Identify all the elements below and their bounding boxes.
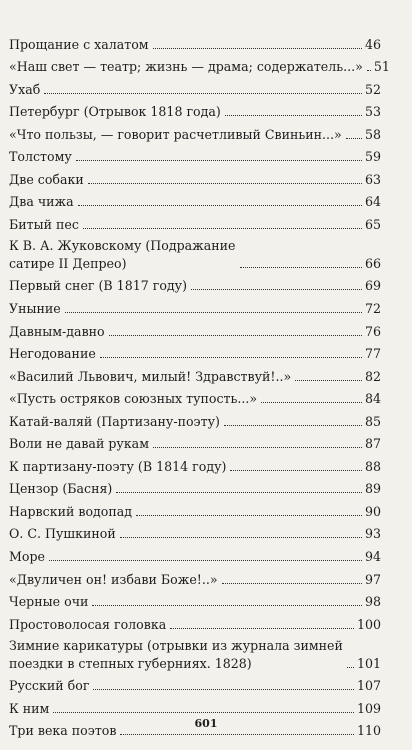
toc-entry bbox=[9, 340, 381, 363]
toc-entry-page-number: 98 bbox=[364, 594, 381, 610]
dot-leader bbox=[170, 628, 354, 629]
dot-leader bbox=[120, 537, 362, 538]
toc-entry-page-number: 85 bbox=[364, 413, 381, 429]
toc-entry bbox=[9, 452, 381, 475]
toc-entry-title: Два чижа bbox=[9, 194, 74, 210]
toc-entry-page-number: 110 bbox=[356, 723, 381, 739]
toc-entry-title: Русский бог bbox=[9, 678, 90, 694]
toc-entry-page-number: 87 bbox=[364, 436, 381, 452]
dot-leader bbox=[76, 160, 362, 161]
toc-entry bbox=[9, 565, 381, 588]
toc-entry-page-number: 46 bbox=[364, 36, 381, 52]
toc-entry bbox=[9, 362, 381, 385]
toc-entry-title: Черные очи bbox=[9, 594, 89, 610]
toc-entry-title: Две собаки bbox=[9, 171, 84, 187]
toc-entry-page-number: 59 bbox=[364, 149, 381, 165]
dot-leader bbox=[116, 492, 362, 493]
toc-entry-title: Битый пес bbox=[9, 216, 79, 232]
dot-leader bbox=[44, 93, 362, 94]
toc-entry bbox=[9, 188, 381, 211]
toc-entry-page-number: 76 bbox=[364, 323, 381, 339]
toc-entry-title bbox=[9, 637, 343, 672]
toc-entry-title: «Что пользы, — говорит расчетливый Свиньин...» bbox=[9, 126, 342, 142]
toc-entry-title bbox=[9, 237, 236, 272]
toc-entry bbox=[9, 542, 381, 565]
toc-entry-page-number: 66 bbox=[364, 255, 381, 271]
toc-entry bbox=[9, 210, 381, 233]
table-of-contents bbox=[9, 30, 390, 739]
toc-entry-title: Море bbox=[9, 549, 45, 565]
dot-leader bbox=[100, 357, 362, 358]
toc-entry-page-number: 94 bbox=[364, 549, 381, 565]
toc-entry-title-line: Зимние карикатуры (отрывки из журнала зимней bbox=[9, 638, 343, 654]
dot-leader bbox=[346, 138, 362, 139]
dot-leader bbox=[347, 667, 354, 668]
toc-entry-page-number: 97 bbox=[364, 571, 381, 587]
toc-entry bbox=[9, 430, 381, 453]
toc-entry-page-number: 58 bbox=[364, 126, 381, 142]
toc-entry-page-number: 90 bbox=[364, 503, 381, 519]
dot-leader bbox=[261, 402, 362, 403]
dot-leader bbox=[191, 289, 362, 290]
toc-entry-page-number: 100 bbox=[356, 616, 381, 632]
toc-entry bbox=[9, 610, 381, 633]
dot-leader bbox=[49, 560, 362, 561]
toc-entry-title-line: поездки в степных губерниях. 1828) bbox=[9, 655, 252, 671]
toc-entry-title: «Василий Львович, милый! Здравствуй!..» bbox=[9, 368, 292, 384]
toc-entry-title: Простоволосая головка bbox=[9, 616, 167, 632]
toc-entry bbox=[9, 520, 381, 543]
page-number: 601 bbox=[194, 717, 218, 730]
toc-entry-page-number: 65 bbox=[364, 216, 381, 232]
toc-entry-page-number: 72 bbox=[364, 301, 381, 317]
toc-entry-title-line: сатире II Депрео) bbox=[9, 255, 127, 271]
dot-leader bbox=[240, 267, 362, 268]
dot-leader bbox=[224, 425, 362, 426]
toc-entry-title: Первый снег (В 1817 году) bbox=[9, 278, 187, 294]
toc-entry-title: «Двуличен он! избави Боже!..» bbox=[9, 571, 218, 587]
toc-entry bbox=[9, 588, 381, 611]
toc-entry bbox=[9, 165, 381, 188]
toc-entry-title: Прощание с халатом bbox=[9, 36, 149, 52]
toc-entry-page-number: 51 bbox=[373, 59, 390, 75]
toc-entry-title: Три века поэтов bbox=[9, 723, 117, 739]
toc-entry bbox=[9, 30, 381, 53]
toc-entry bbox=[9, 53, 390, 76]
toc-entry-title: Уныние bbox=[9, 301, 61, 317]
dot-leader bbox=[93, 689, 354, 690]
dot-leader bbox=[225, 115, 362, 116]
toc-entry bbox=[9, 633, 381, 672]
dot-leader bbox=[230, 470, 362, 471]
dot-leader bbox=[153, 48, 362, 49]
toc-entry-title: О. С. Пушкиной bbox=[9, 526, 116, 542]
toc-entry-page-number: 82 bbox=[364, 368, 381, 384]
toc-entry-title: «Пусть остряков союзных тупость...» bbox=[9, 391, 258, 407]
toc-entry bbox=[9, 672, 381, 695]
toc-entry bbox=[9, 317, 381, 340]
toc-entry bbox=[9, 497, 381, 520]
dot-leader bbox=[65, 312, 362, 313]
toc-entry bbox=[9, 75, 381, 98]
toc-entry-page-number: 53 bbox=[364, 104, 381, 120]
toc-entry-page-number: 101 bbox=[356, 655, 381, 671]
dot-leader bbox=[153, 447, 362, 448]
toc-entry-page-number: 107 bbox=[356, 678, 381, 694]
toc-entry-title: Нарвский водопад bbox=[9, 503, 133, 519]
toc-entry bbox=[9, 694, 381, 717]
toc-entry-title: Петербург (Отрывок 1818 года) bbox=[9, 104, 221, 120]
dot-leader bbox=[83, 228, 362, 229]
toc-entry-title: Толстому bbox=[9, 149, 72, 165]
toc-entry-page-number: 84 bbox=[364, 391, 381, 407]
toc-entry-title: Цензор (Басня) bbox=[9, 481, 113, 497]
dot-leader bbox=[295, 380, 362, 381]
dot-leader bbox=[53, 712, 354, 713]
toc-entry-title-line: К В. А. Жуковскому (Подражание bbox=[9, 238, 236, 254]
dot-leader bbox=[78, 205, 362, 206]
dot-leader bbox=[222, 583, 362, 584]
toc-entry-title: К партизану-поэту (В 1814 году) bbox=[9, 458, 227, 474]
toc-entry-page-number: 77 bbox=[364, 346, 381, 362]
toc-entry-page-number: 63 bbox=[364, 171, 381, 187]
toc-entry bbox=[9, 143, 381, 166]
toc-entry-page-number: 69 bbox=[364, 278, 381, 294]
toc-entry-title: Воли не давай рукам bbox=[9, 436, 149, 452]
toc-entry-page-number: 109 bbox=[356, 700, 381, 716]
toc-entry-title: Давным-давно bbox=[9, 323, 105, 339]
toc-entry-title: «Наш свет — театр; жизнь — драма; содержатель...» bbox=[9, 59, 363, 75]
dot-leader bbox=[136, 515, 362, 516]
dot-leader bbox=[88, 183, 362, 184]
toc-entry bbox=[9, 385, 381, 408]
toc-entry bbox=[9, 233, 381, 272]
toc-entry-page-number: 89 bbox=[364, 481, 381, 497]
toc-entry-title: К ним bbox=[9, 700, 50, 716]
toc-entry bbox=[9, 98, 381, 121]
toc-entry bbox=[9, 294, 381, 317]
toc-entry-title: Катай-валяй (Партизану-поэту) bbox=[9, 413, 220, 429]
dot-leader bbox=[109, 335, 362, 336]
toc-entry-title: Ухаб bbox=[9, 81, 41, 97]
toc-entry-page-number: 93 bbox=[364, 526, 381, 542]
dot-leader bbox=[92, 605, 362, 606]
dot-leader bbox=[120, 734, 354, 735]
toc-entry bbox=[9, 272, 381, 295]
toc-entry bbox=[9, 475, 381, 498]
toc-entry-page-number: 52 bbox=[364, 81, 381, 97]
toc-entry bbox=[9, 407, 381, 430]
dot-leader bbox=[367, 70, 371, 71]
toc-entry-page-number: 64 bbox=[364, 194, 381, 210]
toc-entry-page-number: 88 bbox=[364, 458, 381, 474]
toc-entry-title: Негодование bbox=[9, 346, 96, 362]
toc-entry bbox=[9, 120, 381, 143]
